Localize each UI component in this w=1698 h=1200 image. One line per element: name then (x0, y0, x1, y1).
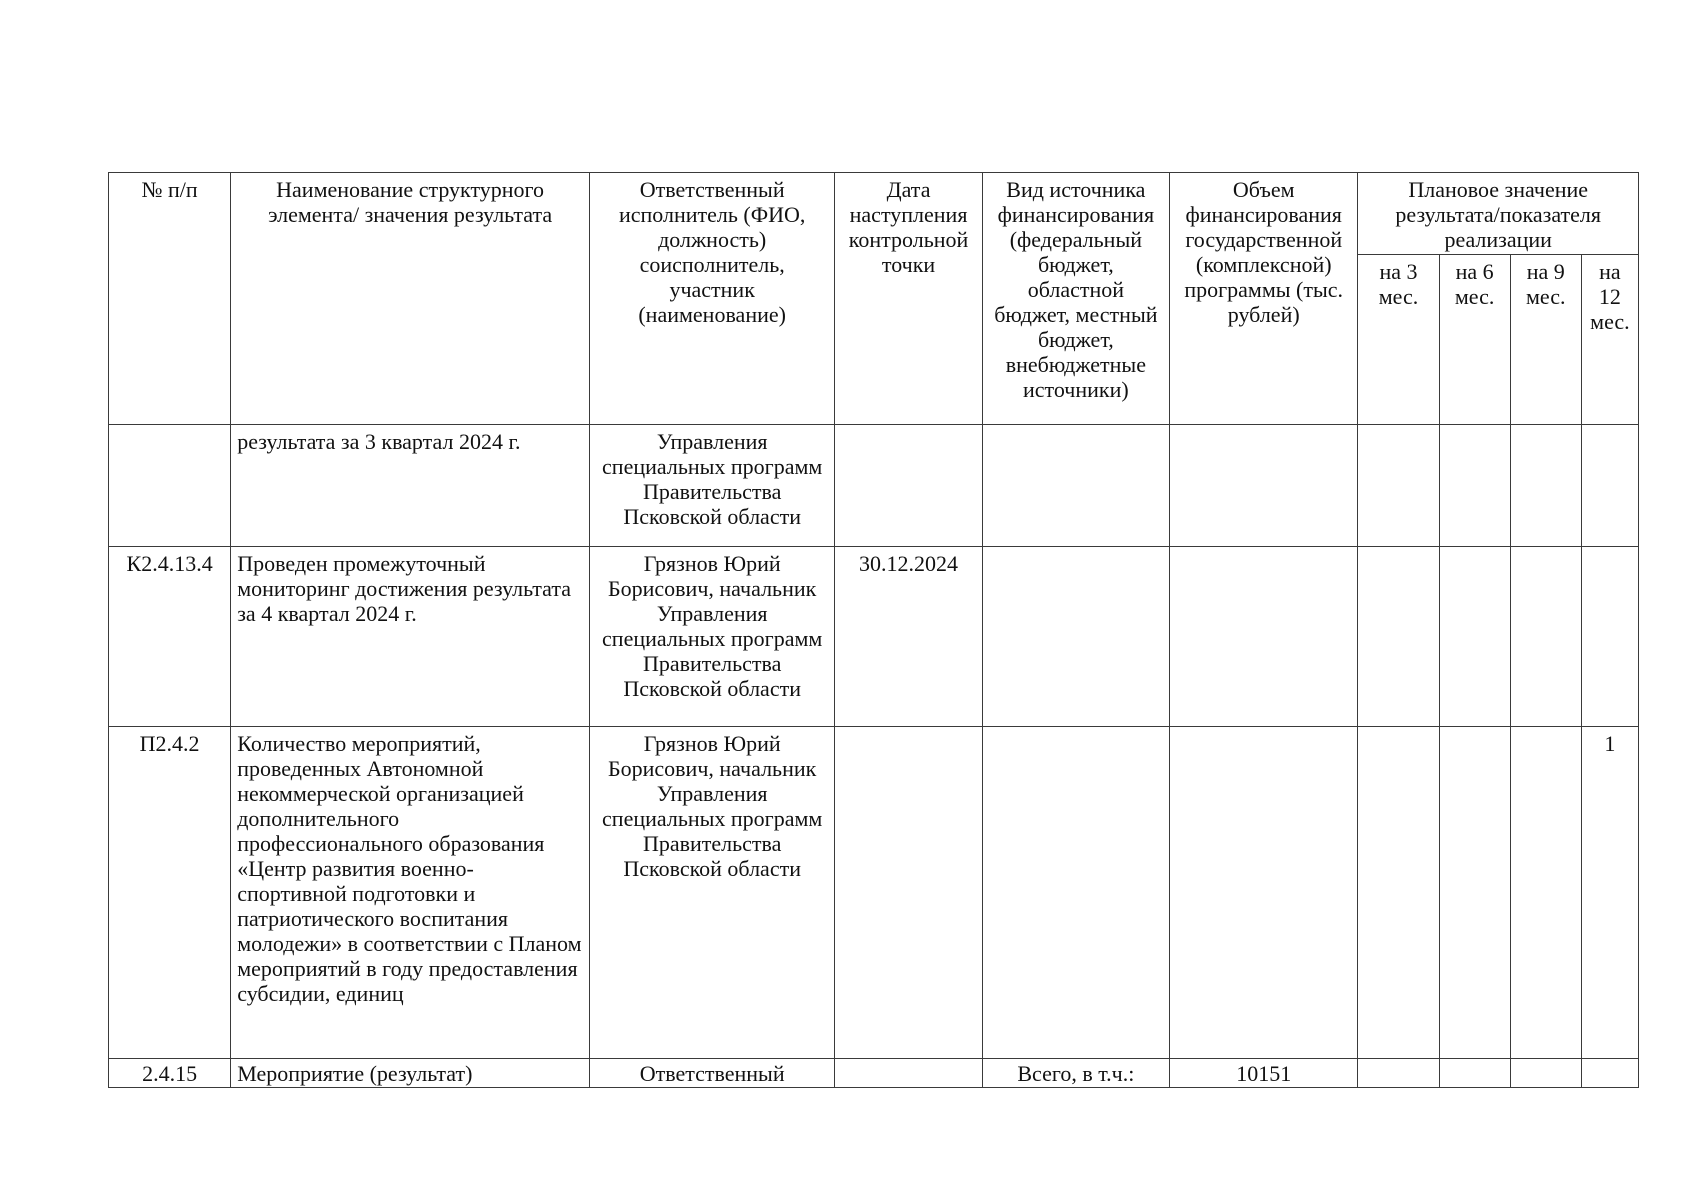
cell-source (982, 425, 1169, 547)
cell-name: Мероприятие (результат) (231, 1059, 590, 1088)
cell-responsible: Управления специальных программ Правительства Псковской области (589, 425, 834, 547)
cell-plan-12-months (1581, 547, 1638, 727)
header-date: Дата наступления контрольной точки (835, 173, 982, 425)
cell-plan-12-months (1581, 1059, 1638, 1088)
cell-num: П2.4.2 (109, 727, 231, 1059)
header-responsible: Ответственный исполнитель (ФИО, должность) соисполнитель, участник (наименование) (589, 173, 834, 425)
cell-plan-9-months (1510, 425, 1581, 547)
cell-date: 30.12.2024 (835, 547, 982, 727)
cell-plan-9-months (1510, 1059, 1581, 1088)
header-plan: Плановое значение результата/показателя реализации (1358, 173, 1639, 255)
table-row (109, 727, 1639, 1059)
cell-plan-3-months (1358, 727, 1439, 1059)
table-body (109, 425, 1639, 1088)
cell-plan-3-months (1358, 547, 1439, 727)
cell-date (835, 727, 982, 1059)
cell-volume (1170, 547, 1358, 727)
header-plan-12-months: на 12 мес. (1581, 255, 1638, 425)
cell-num: К2.4.13.4 (109, 547, 231, 727)
cell-source (982, 727, 1169, 1059)
cell-volume: 10151 (1170, 1059, 1358, 1088)
cell-plan-12-months: 1 (1581, 727, 1638, 1059)
cell-plan-6-months (1439, 425, 1510, 547)
cell-source (982, 547, 1169, 727)
cell-date (835, 1059, 982, 1088)
table-row (109, 425, 1639, 547)
cell-responsible: Ответственный (589, 1059, 834, 1088)
cell-responsible: Грязнов Юрий Борисович, начальник Управления специальных программ Правительства Псковской области (589, 727, 834, 1059)
cell-num: 2.4.15 (109, 1059, 231, 1088)
cell-volume (1170, 425, 1358, 547)
cell-responsible: Грязнов Юрий Борисович, начальник Управления специальных программ Правительства Псковской области (589, 547, 834, 727)
cell-plan-9-months (1510, 727, 1581, 1059)
cell-name: Количество мероприятий, проведенных Автономной некоммерческой организацией дополнительного профессионального образования «Центр развития военно-спортивной подготовки и патриотического воспитания молодежи» в соответствии с Планом мероприятий в году предоставления субсидии, единиц (231, 727, 590, 1059)
cell-name: Проведен промежуточный мониторинг достижения результата за 4 квартал 2024 г. (231, 547, 590, 727)
header-name: Наименование структурного элемента/ значения результата (231, 173, 590, 425)
cell-plan-3-months (1358, 1059, 1439, 1088)
cell-plan-3-months (1358, 425, 1439, 547)
document-page (108, 172, 1639, 1088)
header-num: № п/п (109, 173, 231, 425)
header-volume: Объем финансирования государственной (комплексной) программы (тыс. рублей) (1170, 173, 1358, 425)
program-plan-table (108, 172, 1639, 1088)
cell-plan-9-months (1510, 547, 1581, 727)
cell-volume (1170, 727, 1358, 1059)
cell-plan-6-months (1439, 547, 1510, 727)
cell-plan-6-months (1439, 1059, 1510, 1088)
cell-source: Всего, в т.ч.: (982, 1059, 1169, 1088)
cell-plan-6-months (1439, 727, 1510, 1059)
header-source: Вид источника финансирования (федеральный бюджет, областной бюджет, местный бюджет, внебюджетные источники) (982, 173, 1169, 425)
table-header (109, 173, 1639, 425)
table-row (109, 547, 1639, 727)
header-plan-3-months: на 3 мес. (1358, 255, 1439, 425)
header-plan-6-months: на 6 мес. (1439, 255, 1510, 425)
cell-name: результата за 3 квартал 2024 г. (231, 425, 590, 547)
cell-date (835, 425, 982, 547)
table-row (109, 1059, 1639, 1088)
cell-plan-12-months (1581, 425, 1638, 547)
header-plan-9-months: на 9 мес. (1510, 255, 1581, 425)
cell-num (109, 425, 231, 547)
